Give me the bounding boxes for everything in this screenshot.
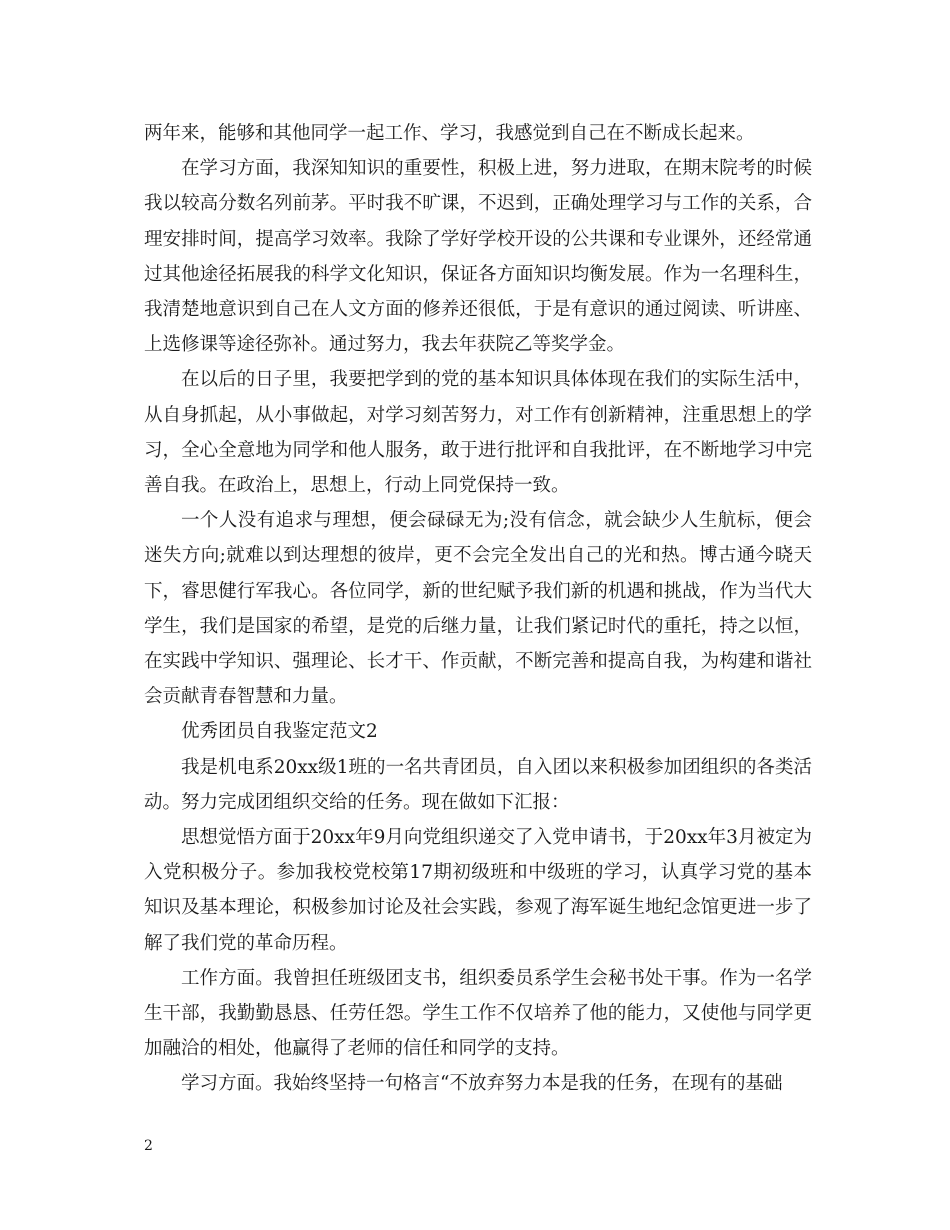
paragraph-future: 在以后的日子里，我要把学到的党的基本知识具体体现在我们的实际生活中，从自身抓起，从小事做起，对学习刻苦努力，对工作有创新精神，注重思想上的学习，全心全意地为同学和他人服务，敢于进行批评和自我批评，在不断地学习中完善自我。在政治上，思想上，行动上同党保持一致。 (144, 369, 812, 497)
section-heading: 优秀团员自我鉴定范文2 (181, 721, 378, 743)
paragraph-continuation: 两年来，能够和其他同学一起工作、学习，我感觉到自己在不断成长起来。 (144, 123, 755, 144)
page-number: 2 (144, 1138, 153, 1154)
paragraph-learning: 学习方面。我始终坚持一句格言“不放弃努力本是我的任务，在现有的基础 (181, 1073, 783, 1095)
paragraph-intro: 我是机电系20xx级1班的一名共青团员，自入团以来积极参加团组织的各类活动。努力完成团组织交给的任务。现在做如下汇报： (144, 756, 812, 813)
paragraph-study: 在学习方面，我深知知识的重要性，积极上进，努力进取，在期末院考的时候我以较高分数名列前茅。平时我不旷课，不迟到，正确处理学习与工作的关系，合理安排时间，提高学习效率。我除了学好学校开设的公共课和专业课外，还经常通过其他途径拓展我的科学文化知识，保证各方面知识均衡发展。作为一名理科生，我清楚地意识到自己在人文方面的修养还很低，于是有意识的通过阅读、听讲座、上选修课等途径弥补。通过努力，我去年获院乙等奖学金。 (144, 158, 812, 356)
document-body (144, 116, 812, 1102)
paragraph-ideology: 思想觉悟方面于20xx年9月向党组织递交了入党申请书，于20xx年3月被定为入党积极分子。参加我校党校第17期初级班和中级班的学习，认真学习党的基本知识及基本理论，积极参加讨论及社会实践，参观了海军诞生地纪念馆更进一步了解了我们党的革命历程。 (144, 827, 812, 954)
paragraph-work: 工作方面。我曾担任班级团支书，组织委员系学生会秘书处干事。作为一名学生干部，我勤勤恳恳、任劳任怨。学生工作不仅培养了他的能力，又使他与同学更加融洽的相处，他赢得了老师的信任和同学的支持。 (144, 967, 812, 1060)
paragraph-ideals: 一个人没有追求与理想，便会碌碌无为;没有信念，就会缺少人生航标，便会迷失方向;就难以到达理想的彼岸，更不会完全发出自己的光和热。博古通今晓天下，睿思健行军我心。各位同学，新的世纪赋予我们新的机遇和挑战，作为当代大学生，我们是国家的希望，是党的后继力量，让我们紧记时代的重托，持之以恒，在实践中学知识、强理论、长才干、作贡献，不断完善和提高自我，为构建和谐社会贡献青春智慧和力量。 (144, 510, 812, 708)
